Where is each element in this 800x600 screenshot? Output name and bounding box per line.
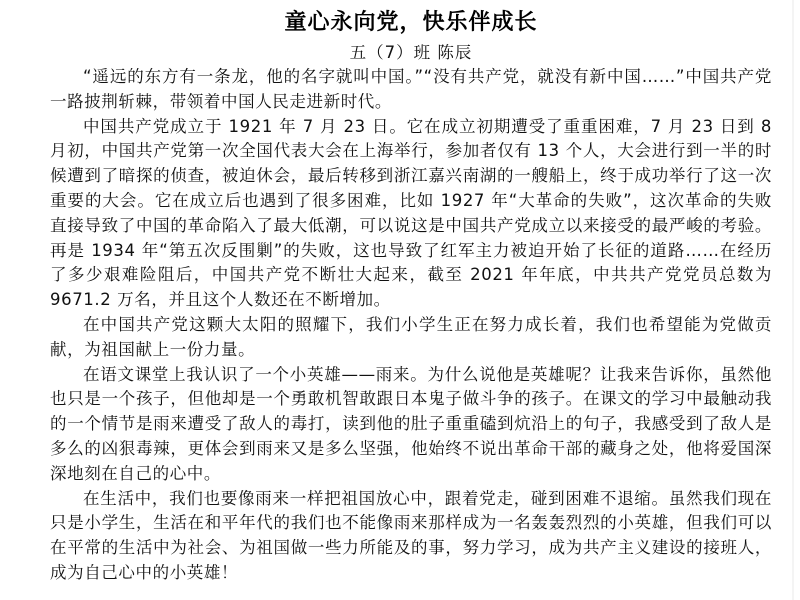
essay-body xyxy=(50,8,772,586)
essay-paragraph: 中国共产党成立于 1921 年 7 月 23 日。它在成立初期遭受了重重困难，7 月 23 日到 8 月初，中国共产党第一次全国代表大会在上海举行，参加者仅有 13 个人，大会进行到一半的时候遭到了暗探的侦查，被迫休会，最后转移到浙江嘉兴南湖的一艘船上，终于成功举行了这一次重要的大会。它在成立后也遇到了很多困难，比如 1927 年“大革命的失败”，这次革命的失败直接导致了中国的革命陷入了最大低潮，可以说这是中国共产党成立以来接受的最严峻的考验。再是 1934 年“第五次反围剿”的失败，这也导致了红军主力被迫开始了长征的道路……在经历了多少艰难险阻后，中国共产党不断壮大起来，截至 2021 年年底，中共共产党党员总数为 9671.2 万名，并且这个人数还在不断增加。 xyxy=(50,116,772,310)
essay-paragraph: 在生活中，我们也要像雨来一样把祖国放心中，跟着党走，碰到困难不退缩。虽然我们现在只是小学生，生活在和平年代的我们也不能像雨来那样成为一名轰轰烈烈的小英雄，但我们可以在平常的生活中为社会、为祖国做一些力所能及的事，努力学习，成为共产主义建设的接班人，成为自己心中的小英雄！ xyxy=(50,488,772,582)
essay-paragraph: “遥远的东方有一条龙，他的名字就叫中国。”“没有共产党，就没有新中国……”中国共产党一路披荆斩棘，带领着中国人民走进新时代。 xyxy=(50,67,772,111)
essay-title: 童心永向党，快乐伴成长 xyxy=(284,10,538,35)
page-edge xyxy=(792,0,794,600)
essay-paragraph: 在语文课堂上我认识了一个小英雄——雨来。为什么说他是英雄呢？让我来告诉你，虽然他也只是一个孩子，但他却是一个勇敢机智敢跟日本鬼子做斗争的孩子。在课文的学习中最触动我的一个情节是雨来遭受了敌人的毒打，读到他的肚子重重磕到炕沿上的句子，我感受到了敌人是多么的凶狠毒辣，更体会到雨来又是多么坚强，他始终不说出革命干部的藏身之处，他将爱国深深地刻在自己的心中。 xyxy=(50,364,772,483)
author-byline: 五（7）班 陈辰 xyxy=(349,43,473,62)
essay-paragraph: 在中国共产党这颗大太阳的照耀下，我们小学生正在努力成长着，我们也希望能为党做贡献，为祖国献上一份力量。 xyxy=(50,314,772,359)
